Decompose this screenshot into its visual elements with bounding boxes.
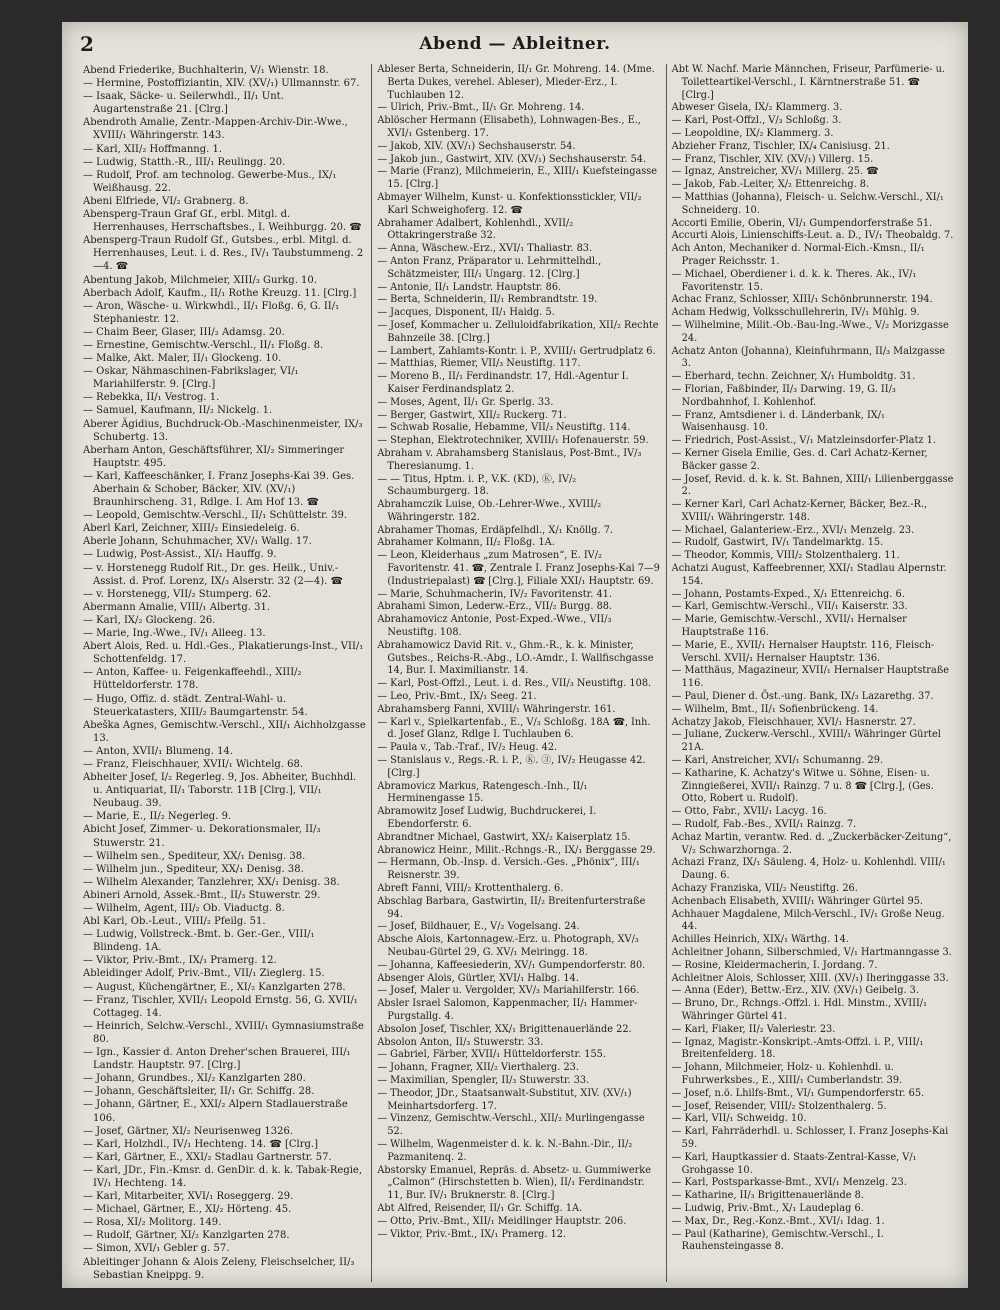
directory-entry: — Karl, XII/₂ Hoffmanng. 1. [83, 143, 222, 155]
directory-entry: — Stanislaus v., Regs.-R. i. P., Ⓚ. ③, IV/₂ Heugasse 42. [Clrg.] [377, 755, 646, 779]
directory-entry: Abmayer Wilhelm, Kunst- u. Konfektionsstickler, VII/₂ Karl Schweighoferg. 12. ☎ [377, 191, 642, 216]
directory-entry: Achenbach Elisabeth, XVIII/₁ Währinger Gürtel 95. [671, 895, 924, 907]
directory-entry: — Moreno B., II/₁ Ferdinandstr. 17, Hdl.-Agentur I. Kaiser Ferdinandsplatz 2. [377, 371, 629, 395]
directory-entry: Aberle Johann, Schuhmacher, XV/₁ Wallg. 17. [83, 536, 312, 548]
directory-entry: Aberbach Adolf, Kaufm., II/₁ Rothe Kreuzg. 11. [Clrg.] [83, 287, 357, 299]
directory-entry: Abicht Josef, Zimmer- u. Dekorationsmaler, II/₃ Stuwerstr. 21. [83, 824, 321, 849]
directory-entry: Achatz Anton (Johanna), Kleinfuhrmann, II/₃ Malzgasse 3. [671, 345, 946, 370]
directory-entry: Abrahamer Kolmann, II/₂ Floßg. 1A. [377, 537, 555, 549]
directory-entry: — Johann, Milchmeier, Holz- u. Kohlenhdl. u. Fuhrwerksbes., E., XIII/₁ Cumberlandstr. 39. [671, 1062, 903, 1086]
directory-entry: Abrahamovicz Antonie, Post-Exped.-Wwe., VII/₃ Neustiftg. 108. [377, 614, 612, 639]
directory-entry: — Leopoldine, IX/₂ Klammerg. 3. [671, 127, 834, 139]
directory-entry: — Matthias (Johanna), Fleisch- u. Selchw.-Verschl., XI/₁ Schneiderg. 10. [671, 191, 944, 216]
directory-entry: Abermann Amalie, VIII/₁ Albertg. 31. [83, 601, 270, 613]
directory-entry: Abrahamowicz David Rit. v., Ghm.-R., k. k. Minister, Gutsbes., Reichs-R.-Abg., LO.-Amdr., I. Wallfischgasse 14, Bur. I. Maximilianstr. 14. [377, 639, 654, 677]
directory-entry: — Karl, Anstreicher, XVI/₁ Schumanng. 29. [671, 755, 884, 767]
directory-entry: Abstorsky Emanuel, Repräs. d. Absetz- u. Gummiwerke „Calmon“ (Hirschstetten b. Wien), II/₁ Ferdinandstr. 11, Bur. IV/₁ Bruknerstr. 8. [Clrg.] [377, 1164, 651, 1202]
directory-entry: Aberer Ägidius, Buchdruck-Ob.-Maschinenmeister, IX/₃ Schubertg. 13. [83, 418, 363, 443]
directory-entry: — Wilhelm sen., Spediteur, XX/₁ Denisg. 38. [83, 850, 306, 862]
directory-entry: — Wilhelm, Agent, III/₂ Ob. Viaductg. 8. [83, 903, 285, 914]
directory-entry: Achatzi August, Kaffeebrenner, XXI/₁ Stadlau Alpernstr. 154. [671, 563, 947, 587]
directory-entry: — — Titus, Hptm. i. P., V.K. (KD), Ⓚ, IV/₂ Schaumburgerg. 18. [377, 473, 577, 498]
directory-entry: — Franz, Fleischhauer, XVII/₁ Wichtelg. 68. [83, 758, 304, 770]
directory-entry: Abrahami Simon, Lederw.-Erz., VII/₂ Burgg. 88. [377, 601, 613, 613]
directory-entry: — Karl, Fiaker, II/₂ Valeriestr. 23. [671, 1023, 836, 1035]
directory-entry: — Matthäus, Magazineur, XVII/₁ Hernalser Hauptstraße 116. [671, 665, 950, 690]
directory-entry: — Rudolf, Fab.-Bes., XVII/₁ Rainzg. 7. [671, 819, 857, 831]
directory-entry: Ableser Berta, Schneiderin, II/₁ Gr. Mohreng. 14. (Mme. Berta Dukes, verehel. Ableser), Mieder-Erz., I. Tuchlauben 12. [377, 64, 655, 101]
directory-entry: — Antonie, II/₁ Landstr. Hauptstr. 86. [377, 281, 562, 293]
directory-columns [78, 64, 960, 1282]
directory-entry: — Ludwig, Priv.-Bmt., X/₁ Laudeplag 6. [671, 1202, 864, 1214]
directory-entry: — Otto, Fabr., XVII/₁ Lacyg. 16. [671, 806, 827, 818]
directory-entry: — Hugo, Offiz. d. städt. Zentral-Wahl- u. Steuerkatasters, XIII/₂ Baumgartenstr. 54. [83, 693, 308, 718]
directory-entry: — Rosine, Kleidermacherin, I. Jordang. 7. [671, 959, 878, 971]
directory-entry: Abensperg-Traun Rudolf Gf., Gutsbes., erbl. Mitgl. d. Herrenhauses, Leut. i. d. Res., IV/₁ Taubstummeng. 2—4. ☎ [83, 235, 364, 273]
directory-entry: — Heinrich, Selchw.-Verschl., XVIII/₁ Gymnasiumstraße 80. [83, 1020, 364, 1045]
directory-entry: — Kerner Karl, Carl Achatz-Kerner, Bäcker, Bez.-R., XVIII/₁ Währingerstr. 148. [671, 499, 928, 523]
directory-entry: Abendroth Amalie, Zentr.-Mappen-Archiv-Dir.-Wwe., XVIII/₁ Währingerstr. 143. [83, 117, 348, 142]
directory-entry: Acham Hedwig, Volksschullehrerin, IV/₁ Mühlg. 9. [671, 307, 920, 319]
directory-entry: Abramowitz Josef Ludwig, Buchdruckerei, I. Ebendorferstr. 6. [377, 806, 597, 831]
directory-entry: — Anton Franz, Präparator u. Lehrmittelhdl., Schätzmeister, III/₁ Ungarg. 12. [Clrg.] [377, 255, 602, 280]
directory-entry: — Karl, Holzhdl., IV/₁ Hechteng. 14. ☎ [Clrg.] [83, 1138, 319, 1150]
directory-entry: — Gabriel, Färber, XVII/₁ Hütteldorferstr. 155. [377, 1049, 606, 1061]
directory-entry: — Theodor, Kommis, VIII/₂ Stolzenthalerg. 11. [671, 550, 900, 562]
directory-entry: — Michael, Gärtner, E., XI/₂ Hörteng. 45. [83, 1204, 292, 1216]
directory-entry: — Franz, Tischler, XIV. (XV/₁) Villerg. 15. [671, 153, 874, 165]
directory-entry: — Josef, n.ö. Lhilfs-Bmt., VI/₁ Gumpendorferstr. 65. [671, 1087, 925, 1099]
directory-entry: — Franz, Amtsdiener i. d. Länderbank, IX/₁ Waisenhausg. 10. [671, 409, 885, 434]
directory-entry: — Karl, Post-Offzl., Leut. i. d. Res., VII/₃ Neustiftg. 108. [377, 678, 652, 690]
directory-entry: — Josef, Gärtner, XI/₂ Neurisenweg 1326. [83, 1125, 293, 1137]
directory-entry: Ableidinger Adolf, Priv.-Bmt., VII/₁ Zieglerg. 15. [83, 968, 325, 980]
directory-entry: Absler Israel Salomon, Kappenmacher, II/₁ Hammer-Purgstallg. 4. [377, 998, 638, 1022]
directory-entry: — Katharine, K. Achatzy's Witwe u. Söhne, Eisen- u. Zinngießerei, XVII/₁ Rainzg. 7 u. 8 ☎ [Clrg.], (Ges. Otto, Robert u. Rudolf). [671, 767, 934, 805]
directory-entry: — Jacques, Disponent, II/₁ Haidg. 5. [377, 307, 555, 319]
directory-entry: — Ign., Kassier d. Anton Dreher'schen Brauerei, III/₁ Landstr. Hauptstr. 97. [Clrg.] [83, 1047, 351, 1072]
directory-entry: Absolon Josef, Tischler, XX/₁ Brigittenauerlände 22. [377, 1023, 632, 1035]
directory-entry: — Wilhelm jun., Spediteur, XX/₁ Denisg. 38. [83, 863, 304, 875]
directory-entry: — Moses, Agent, II/₁ Gr. Sperlg. 33. [377, 396, 554, 408]
directory-entry: — Berta, Schneiderin, II/₁ Rembrandtstr. 19. [377, 294, 598, 306]
directory-entry: — Johann, Grundbes., XI/₂ Kanzlgarten 280. [83, 1073, 306, 1085]
directory-entry: — Ludwig, Vollstreck.-Bmt. b. Ger.-Ger., VIII/₁ Blindeng. 1A. [83, 929, 315, 954]
directory-entry: — Josef, Kommacher u. Zelluloidfabrikation, XII/₂ Rechte Bahnzeile 38. [Clrg.] [377, 319, 659, 344]
directory-entry: Accurti Alois, Linienschiffs-Leut. a. D., IV/₁ Theobaldg. 7. [671, 230, 954, 242]
directory-entry: Achazi Franz, IX/₁ Säuleng. 4, Holz- u. Kohlenhdl. VIII/₁ Daung. 6. [671, 857, 946, 882]
directory-entry: — v. Horstenegg, VII/₂ Stumperg. 62. [83, 588, 272, 600]
directory-entry: — Johann, Postamts-Exped., X/₁ Ettenreichg. 6. [671, 588, 905, 600]
directory-entry: — Karl, Gemischtw.-Verschl., VII/₁ Kaiserstr. 33. [671, 601, 908, 613]
directory-entry: Aberham Anton, Geschäftsführer, XI/₂ Simmeringer Hauptstr. 495. [83, 444, 345, 469]
directory-entry: — Paula v., Tab.-Traf., IV/₂ Heug. 42. [377, 742, 558, 754]
directory-entry: — Karl, IX/₂ Glockeng. 26. [83, 614, 216, 626]
directory-entry: Ach Anton, Mechaniker d. Normal-Eich.-Kmsn., II/₁ Prager Reichsstr. 1. [671, 243, 925, 267]
directory-entry: — Marie (Franz), Milchmeierin, E., XIII/₁ Kuefsteingasse 15. [Clrg.] [377, 166, 658, 191]
directory-entry: — Maximilian, Spengler, II/₃ Stuwerstr. 33. [377, 1074, 590, 1086]
directory-entry: Ablöscher Hermann (Elisabeth), Lohnwagen-Bes., E., XVI/₁ Gstenberg. 17. [377, 115, 641, 139]
directory-entry: — Johann, Fragner, XII/₂ Vierthalerg. 23. [377, 1062, 579, 1074]
directory-entry: Abend Friederike, Buchhalterin, V/₁ Wienstr. 18. [83, 65, 329, 76]
directory-entry: — Katharine, II/₃ Brigittenauerlände 8. [671, 1190, 864, 1202]
directory-entry: — Karl, Postsparkasse-Bmt., XVI/₁ Menzelg. 23. [671, 1177, 907, 1189]
directory-entry: — Ignaz, Magistr.-Konskript.-Amts-Offzl. i. P., VIII/₁ Breitenfelderg. 18. [671, 1036, 924, 1061]
directory-entry: — Lambert, Zahlamts-Kontr. i. P., XVIII/₁ Gertrudplatz 6. [377, 345, 656, 357]
directory-entry: Abt Alfred, Reisender, II/₁ Gr. Schiffg. 1A. [377, 1202, 583, 1214]
directory-entry: Achazy Franziska, VII/₂ Neustiftg. 26. [671, 883, 858, 894]
directory-entry: Accorti Emilie, Oberin, VI/₁ Gumpendorferstraße 51. [671, 217, 933, 229]
directory-entry: — Jakob, XIV. (XV/₁) Sechshauserstr. 54. [377, 140, 576, 152]
directory-entry: Abrahamer Thomas, Erdäpfelhdl., X/₁ Knöllg. 7. [377, 524, 614, 536]
directory-entry: — Karl, JDr., Fin.-Kmsr. d. GenDir. d. k. k. Tabak-Regie, IV/₁ Hechteng. 14. [83, 1164, 363, 1189]
directory-entry: Abschlag Barbara, Gastwirtin, II/₂ Breitenfurterstraße 94. [377, 895, 646, 920]
directory-entry: — Anton, XVII/₁ Blumeng. 14. [83, 745, 233, 757]
directory-entry: Absche Alois, Kartonnagew.-Erz. u. Photograph, XV/₃ Neubau-Gürtel 29, G. XV/₁ Meiringg. 18. [377, 934, 639, 958]
directory-entry: — Viktor, Priv.-Bmt., IX/₁ Pramerg. 12. [83, 955, 277, 967]
directory-entry: — Ludwig, Statth.-R., III/₁ Reulingg. 20. [83, 156, 286, 168]
directory-entry: — Karl, Fahrräderhdl. u. Schlosser, I. Franz Josephs-Kai 59. [671, 1126, 949, 1150]
directory-entry: Achilles Heinrich, XIX/₁ Wärthg. 14. [671, 934, 849, 946]
directory-entry: — Karl, Kaffeeschänker, I. Franz Josephs-Kai 39. Ges. Aberhain & Schober, Bäcker, XIV. (XV/₁) Braunhirscheng. 31, Rdlge. I. Am Hof 13. ☎ [83, 470, 355, 509]
directory-entry: Abeni Elfriede, VI/₂ Grabnerg. 8. [83, 195, 249, 207]
directory-entry: — Anna (Eder), Bettw.-Erz., XIV. (XV/₁) Geibelg. 3. [671, 985, 919, 997]
directory-entry: Abrahamer Adalbert, Kohlenhdl., XVII/₂ Ottakringerstraße 32. [377, 217, 574, 242]
directory-entry: Ableitinger Johann & Alois Zeleny, Fleischselcher, II/₃ Sebastian Kneippg. 9. [83, 1256, 355, 1281]
directory-entry: — Wilhelm, Wagenmeister d. k. k. N.-Bahn.-Dir., II/₂ Pazmanitenq. 2. [377, 1138, 633, 1163]
directory-entry: — Vinzenz, Gemischtw.-Verschl., XII/₂ Murlingengasse 52. [377, 1113, 645, 1138]
directory-entry: — Friedrich, Post-Assist., V/₁ Matzleinsdorfer-Platz 1. [671, 435, 936, 447]
directory-entry: — Karl v., Spielkartenfab., E., V/₃ Schloßg. 18A ☎, Inh. d. Josef Glanz, Rdlge I. Tuchlauben 6. [377, 716, 651, 741]
directory-entry: Abrahamsberg Fanni, XVIII/₁ Währingerstr. 161. [377, 703, 616, 715]
directory-entry: — Johann, Gärtner, E., XXI/₂ Alpern Stadlauerstraße 106. [83, 1099, 348, 1124]
directory-entry: Abramovicz Markus, Ratengesch.-Inh., II/₁ Herminengasse 15. [377, 780, 588, 805]
page-number: 2 [80, 32, 94, 56]
directory-entry: — Marie, Ing.-Wwe., IV/₁ Alleeg. 13. [83, 628, 266, 640]
directory-entry: — Josef, Reisender, VIII/₂ Stolzenthalerg. 5. [671, 1100, 887, 1112]
directory-entry: Abineri Arnold, Assek.-Bmt., II/₃ Stuwerstr. 29. [83, 889, 321, 901]
directory-entry: — Ulrich, Priv.-Bmt., II/₁ Gr. Mohreng. 14. [377, 102, 585, 114]
directory-entry: — Simon, XVI/₁ Gebler g. 57. [83, 1243, 230, 1255]
directory-entry: — Michael, Galanteriew.-Erz., XVI/₁ Menzelg. 23. [671, 524, 915, 536]
directory-entry: Abzieher Franz, Tischler, IX/₄ Canisiusg. 21. [671, 140, 890, 152]
directory-entry: — Marie, E., XVII/₁ Hernalser Hauptstr. 116, Fleisch-Verschl. XVII/₁ Hernalser Hauptstr. 136. [671, 639, 935, 664]
directory-entry: — Aron, Wäsche- u. Wirkwhdl., II/₁ Floßg. 6, G. II/₁ Stephaniestr. 12. [83, 300, 340, 325]
directory-entry: — Florian, Faßbinder, II/₃ Darwing. 19, G. II/₃ Nordbahnhof, I. Kohlenhof. [671, 383, 896, 408]
directory-entry: Absolon Anton, II/₃ Stuwerstr. 33. [377, 1036, 544, 1048]
directory-entry: Abraham v. Abrahamsberg Stanislaus, Post-Bmt., IV/₃ Theresianumg. 1. [377, 447, 642, 472]
directory-entry: — Karl, Post-Offzl., V/₃ Schloßg. 3. [671, 115, 842, 127]
directory-entry: — Max, Dr., Reg.-Konz.-Bmt., XVI/₁ Idag. 1. [671, 1215, 885, 1227]
directory-entry: Achleitner Johann, Silberschmied, V/₁ Hartmanngasse 3. [671, 946, 952, 958]
directory-entry: — Leopold, Gemischtw.-Verschl., II/₁ Schüttelstr. 39. [83, 510, 348, 522]
directory-entry: — Leo, Priv.-Bmt., IX/₁ Seeg. 21. [377, 691, 537, 703]
directory-entry: Abreft Fanni, VIII/₂ Krottenthalerg. 6. [377, 883, 564, 894]
directory-entry: — Juliane, Zuckerw.-Verschl., XVIII/₁ Währinger Gürtel 21A. [671, 729, 941, 754]
directory-entry: — Josef, Revid. d. k. k. St. Bahnen, XIII/₁ Lilienberggasse 2. [671, 473, 954, 498]
directory-entry: — Marie, Schuhmacherin, IV/₂ Favoritenstr. 41. [377, 588, 612, 600]
directory-entry: — Marie, E., II/₂ Negerleg. 9. [83, 811, 232, 823]
directory-entry: — Karl, VII/₁ Schweidg. 10. [671, 1113, 807, 1125]
directory-entry: — Leon, Kleiderhaus „zum Matrosen“, E. IV/₂ Favoritenstr. 41. ☎, Zentrale I. Franz Josephs-Kai 7—9 (Industriepalast) ☎ [Clrg.], Filiale XXI/₁ Hauptstr. 69. [377, 550, 660, 587]
directory-entry: — Karl, Hauptkassier d. Staats-Zentral-Kasse, V/₁ Grohgasse 10. [671, 1151, 917, 1176]
directory-entry: Abt W. Nachf. Marie Männchen, Friseur, Parfümerie- u. Toiletteartikel-Verschl., I. Kärntnerstraße 51. ☎ [Clrg.] [671, 64, 946, 101]
directory-entry: — Wilhelm, Bmt., II/₁ Sofienbrückeng. 14. [671, 703, 879, 715]
directory-entry: Abheiter Josef, I/₂ Regerleg. 9, Jos. Abheiter, Buchhdl. u. Antiquariat, II/₁ Taborstr. 11B [Clrg.], VII/₁ Neubaug. 39. [83, 772, 357, 810]
column-3 [667, 64, 960, 1282]
directory-entry: — Ernestine, Gemischtw.-Verschl., II/₁ Floßg. 8. [83, 339, 324, 351]
directory-entry: — Hermine, Postoffiziantin, XIV. (XV/₁) Ullmannstr. 67. [83, 78, 360, 90]
running-title: Abend — Ableitner. [419, 34, 611, 54]
directory-entry: — Paul, Diener d. Öst.-ung. Bank, IX/₃ Lazarethg. 37. [671, 691, 934, 703]
directory-entry: Abl Karl, Ob.-Leut., VIII/₂ Pfeilg. 51. [83, 916, 266, 928]
directory-entry: Abentung Jakob, Milchmeier, XIII/₃ Gurkg. 10. [83, 274, 317, 286]
directory-entry: Achaz Martin, verantw. Red. d. „Zuckerbäcker-Zeitung“, V/₂ Schwarzhornga. 2. [671, 831, 952, 856]
directory-entry: — Johann, Geschäftsleiter, II/₁ Gr. Schiffg. 28. [83, 1086, 315, 1098]
directory-entry: — Karl, Mitarbeiter, XVI/₁ Roseggerg. 29. [83, 1191, 294, 1203]
column-2 [372, 64, 666, 1282]
directory-entry: — Malke, Akt. Maler, II/₁ Glockeng. 10. [83, 353, 282, 365]
directory-entry: — Rosa, XI/₂ Molitorg. 149. [83, 1217, 222, 1229]
directory-entry: — Rebekka, II/₁ Vestrog. 1. [83, 392, 220, 404]
directory-entry: — Rudolf, Prof. am technolog. Gewerbe-Mus., IX/₁ Weißhausg. 22. [83, 169, 337, 194]
directory-entry: — Schwab Rosalie, Hebamme, VII/₃ Neustiftg. 114. [377, 422, 631, 434]
column-1 [78, 64, 372, 1282]
directory-entry: — Paul (Katharine), Gemischtw.-Verschl., I. Rauhensteingasse 8. [671, 1228, 884, 1253]
directory-entry: Abranowicz Heinr., Milit.-Rchngs.-R., IX/₁ Berggasse 29. [377, 844, 656, 856]
directory-entry: — Samuel, Kaufmann, II/₂ Nickelg. 1. [83, 405, 273, 417]
directory-entry: Abensperg-Traun Graf Gf., erbl. Mitgl. d. Herrenhauses, Herrschaftsbes., I. Weihburgg. 20. ☎ [83, 209, 362, 234]
directory-page [62, 22, 968, 1288]
directory-entry: — Anna, Wäschew.-Erz., XVI/₁ Thaliastr. 83. [377, 243, 593, 255]
directory-entry: — Kerner Gisela Emilie, Ges. d. Carl Achatz-Kerner, Bäcker gasse 2. [671, 447, 928, 472]
directory-entry: — August, Küchengärtner, E., XI/₂ Kanzlgarten 278. [83, 981, 346, 993]
directory-entry: — Oskar, Nähmaschinen-Fabrikslager, VI/₁ Mariahilferstr. 9. [Clrg.] [83, 366, 299, 391]
directory-entry: — Wilhelm Alexander, Tanzlehrer, XX/₁ Denisg. 38. [83, 876, 340, 888]
directory-entry: Achhauer Magdalene, Milch-Verschl., IV/₁ Große Neug. 44. [671, 908, 945, 933]
directory-entry: — Ignaz, Anstreicher, XV/₁ Millerg. 25. ☎ [671, 166, 879, 178]
directory-entry: — Ludwig, Post-Assist., XI/₁ Hauffg. 9. [83, 549, 277, 561]
directory-entry: — Karl, Gärtner, E., XXI/₂ Stadlau Gartnerstr. 57. [83, 1151, 332, 1163]
directory-entry: Achatzy Jakob, Fleischhauer, XVI/₁ Hasnerstr. 27. [671, 716, 916, 728]
directory-entry: Achleitner Alois, Schlosser, XIII. (XV/₁) Iheringgasse 33. [671, 972, 949, 984]
directory-entry: — Bruno, Dr., Rchngs.-Offzl. i. Hdl. Minstm., XVIII/₁ Währinger Gürtel 41. [671, 998, 927, 1022]
directory-entry: — Michael, Oberdiener i. d. k. k. Theres. Ak., IV/₁ Favoritenstr. 15. [671, 268, 917, 293]
directory-entry: Achac Franz, Schlosser, XIII/₁ Schönbrunnerstr. 194. [671, 294, 933, 306]
directory-entry: — Josef, Maler u. Vergolder, XV/₃ Mariahilferstr. 166. [377, 985, 640, 997]
directory-entry: — Berger, Gastwirt, XII/₂ Ruckerg. 71. [377, 409, 567, 421]
directory-entry: — Franz, Tischler, XVII/₁ Leopold Ernstg. 56, G. XVII/₁ Cottageg. 14. [83, 994, 358, 1019]
directory-entry: — Josef, Bildhauer, E., V/₂ Vogelsang. 24. [377, 921, 580, 933]
directory-entry: — Isaak, Säcke- u. Seilerwhdl., II/₁ Unt. Augartenstraße 21. [Clrg.] [83, 91, 284, 116]
directory-entry: Abweser Gisela, IX/₂ Klammerg. 3. [671, 102, 843, 114]
directory-entry: Abrandtner Michael, Gastwirt, XX/₂ Kaiserplatz 15. [377, 831, 631, 843]
directory-entry: Abert Alois, Red. u. Hdl.-Ges., Plakatierungs-Inst., VII/₁ Schottenfeldg. 17. [83, 641, 364, 666]
directory-entry: Aberl Karl, Zeichner, XIII/₂ Einsiedeleig. 6. [83, 523, 300, 535]
directory-entry: — Chaim Beer, Glaser, III/₂ Adamsg. 20. [83, 326, 285, 338]
directory-entry: — Jakob jun., Gastwirt, XIV. (XV/₁) Sechshauserstr. 54. [377, 153, 647, 165]
directory-entry: — Hermann, Ob.-Insp. d. Versich.-Ges. „Phönix“, III/₁ Reisnerstr. 39. [377, 857, 640, 882]
directory-entry: Abrahamczik Luise, Ob.-Lehrer-Wwe., XVIII/₂ Währingerstr. 182. [377, 499, 602, 523]
directory-entry: — Matthias, Riemer, VII/₃ Neustiftg. 117. [377, 358, 581, 370]
directory-entry: — Eberhard, techn. Zeichner, X/₁ Humboldtg. 31. [671, 371, 916, 383]
directory-entry: — Marie, Gemischtw.-Verschl., XVII/₁ Hernalser Hauptstraße 116. [671, 614, 907, 639]
directory-entry: — Anton, Kaffee- u. Feigenkaffeehdl., XIII/₂ Hütteldorferstr. 178. [83, 667, 302, 692]
directory-entry: — Stephan, Elektrotechniker, XVIII/₁ Hofenauerstr. 59. [377, 435, 649, 447]
directory-entry: — Rudolf, Gärtner, XI/₂ Kanzlgarten 278. [83, 1230, 290, 1242]
directory-entry: — Wilhelmine, Milit.-Ob.-Bau-Ing.-Wwe., V/₂ Morizgasse 24. [671, 319, 949, 344]
directory-entry: — Viktor, Priv.-Bmt., IX/₁ Pramerg. 12. [377, 1228, 567, 1240]
directory-entry: — Theodor, JDr., Staatsanwalt-Substitut, XIV. (XV/₁) Meinhartsdorferg. 17. [377, 1087, 632, 1112]
directory-entry: Absenger Alois, Gürtler, XVI/₁ Halbg. 14. [377, 972, 579, 984]
directory-entry: — Jakob, Fab.-Leiter, X/₂ Ettenreichg. 8. [671, 179, 870, 191]
directory-entry: — v. Horstenegg Rudolf Rit., Dr. ges. Heilk., Univ.-Assist. d. Prof. Lorenz, IX/₃ Alserstr. 32 (2—4). ☎ [83, 562, 343, 587]
directory-entry: — Johanna, Kaffeesiederin, XV/₁ Gumpendorferstr. 80. [377, 959, 646, 971]
directory-entry: Abeška Agnes, Gemischtw.-Verschl., XII/₁ Aichholzgasse 13. [83, 719, 366, 744]
page-header [62, 28, 968, 60]
directory-entry: — Otto, Priv.-Bmt., XII/₁ Meidlinger Hauptstr. 206. [377, 1215, 627, 1227]
directory-entry: — Rudolf, Gastwirt, IV/₁ Tandelmarktg. 15. [671, 537, 884, 549]
